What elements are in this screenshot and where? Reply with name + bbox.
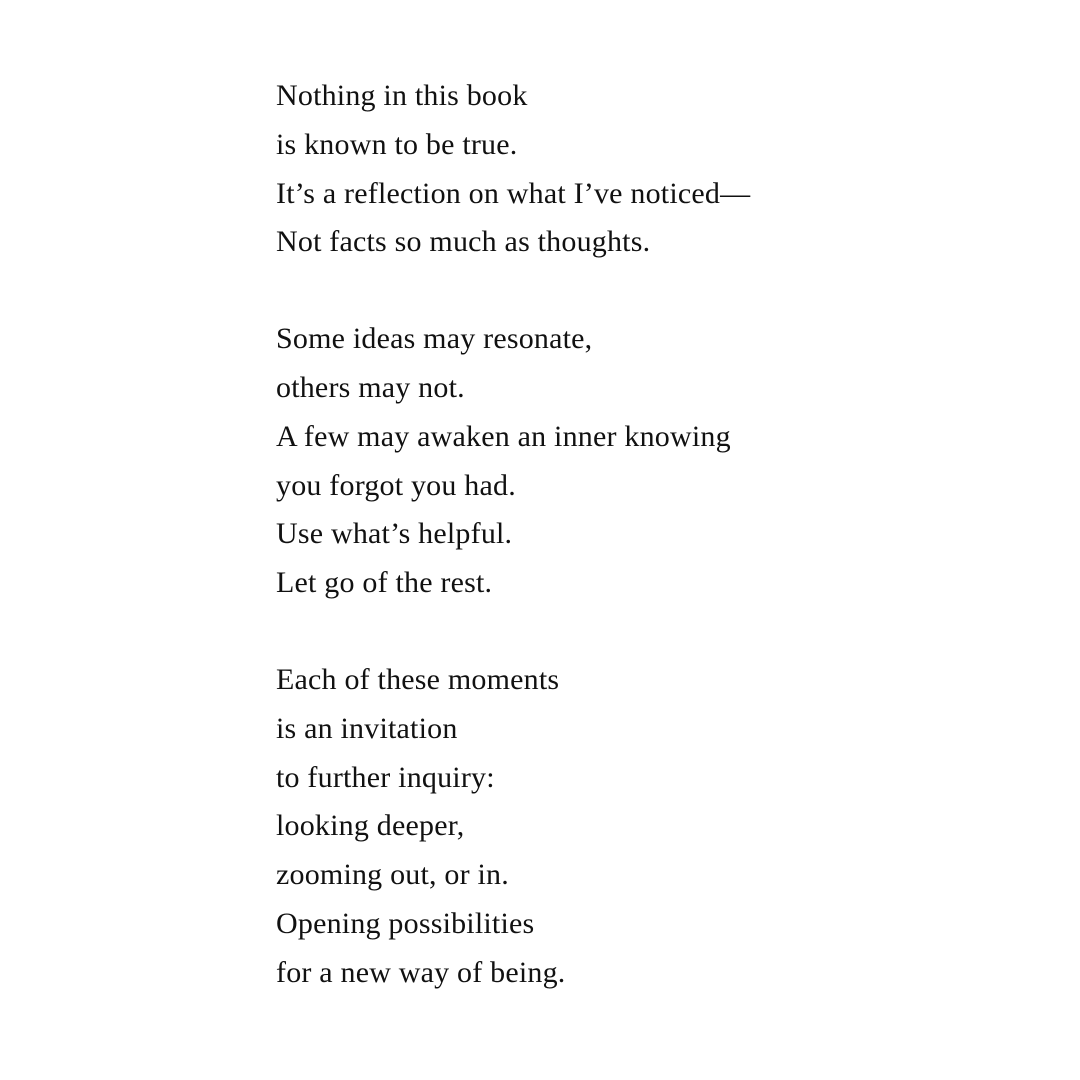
poem-line: Let go of the rest. [276, 566, 493, 600]
poem-line: you forgot you had. [276, 468, 516, 502]
stanza-1 [276, 72, 996, 267]
poem-line: Each of these moments [276, 662, 560, 696]
poem-line: Some ideas may resonate, [276, 322, 593, 356]
poem-line: It’s a reflection on what I’ve noticed— [276, 176, 751, 210]
poem-line: others may not. [276, 370, 465, 404]
poem-line: Opening possibilities [276, 906, 535, 940]
poem-line: Nothing in this book [276, 79, 528, 112]
stanza-3 [276, 656, 996, 998]
poem-line: is an invitation [276, 711, 458, 745]
poem-page [276, 72, 996, 1046]
poem-line: zooming out, or in. [276, 858, 509, 892]
poem-line: to further inquiry: [276, 760, 495, 794]
poem-line: is known to be true. [276, 127, 518, 161]
stanza-2 [276, 315, 996, 608]
poem-line: looking deeper, [276, 809, 465, 843]
poem-line: Use what’s helpful. [276, 517, 513, 551]
poem-line: A few may awaken an inner knowing [276, 419, 731, 453]
poem-line: for a new way of being. [276, 955, 566, 989]
poem-line: Not facts so much as thoughts. [276, 225, 651, 259]
